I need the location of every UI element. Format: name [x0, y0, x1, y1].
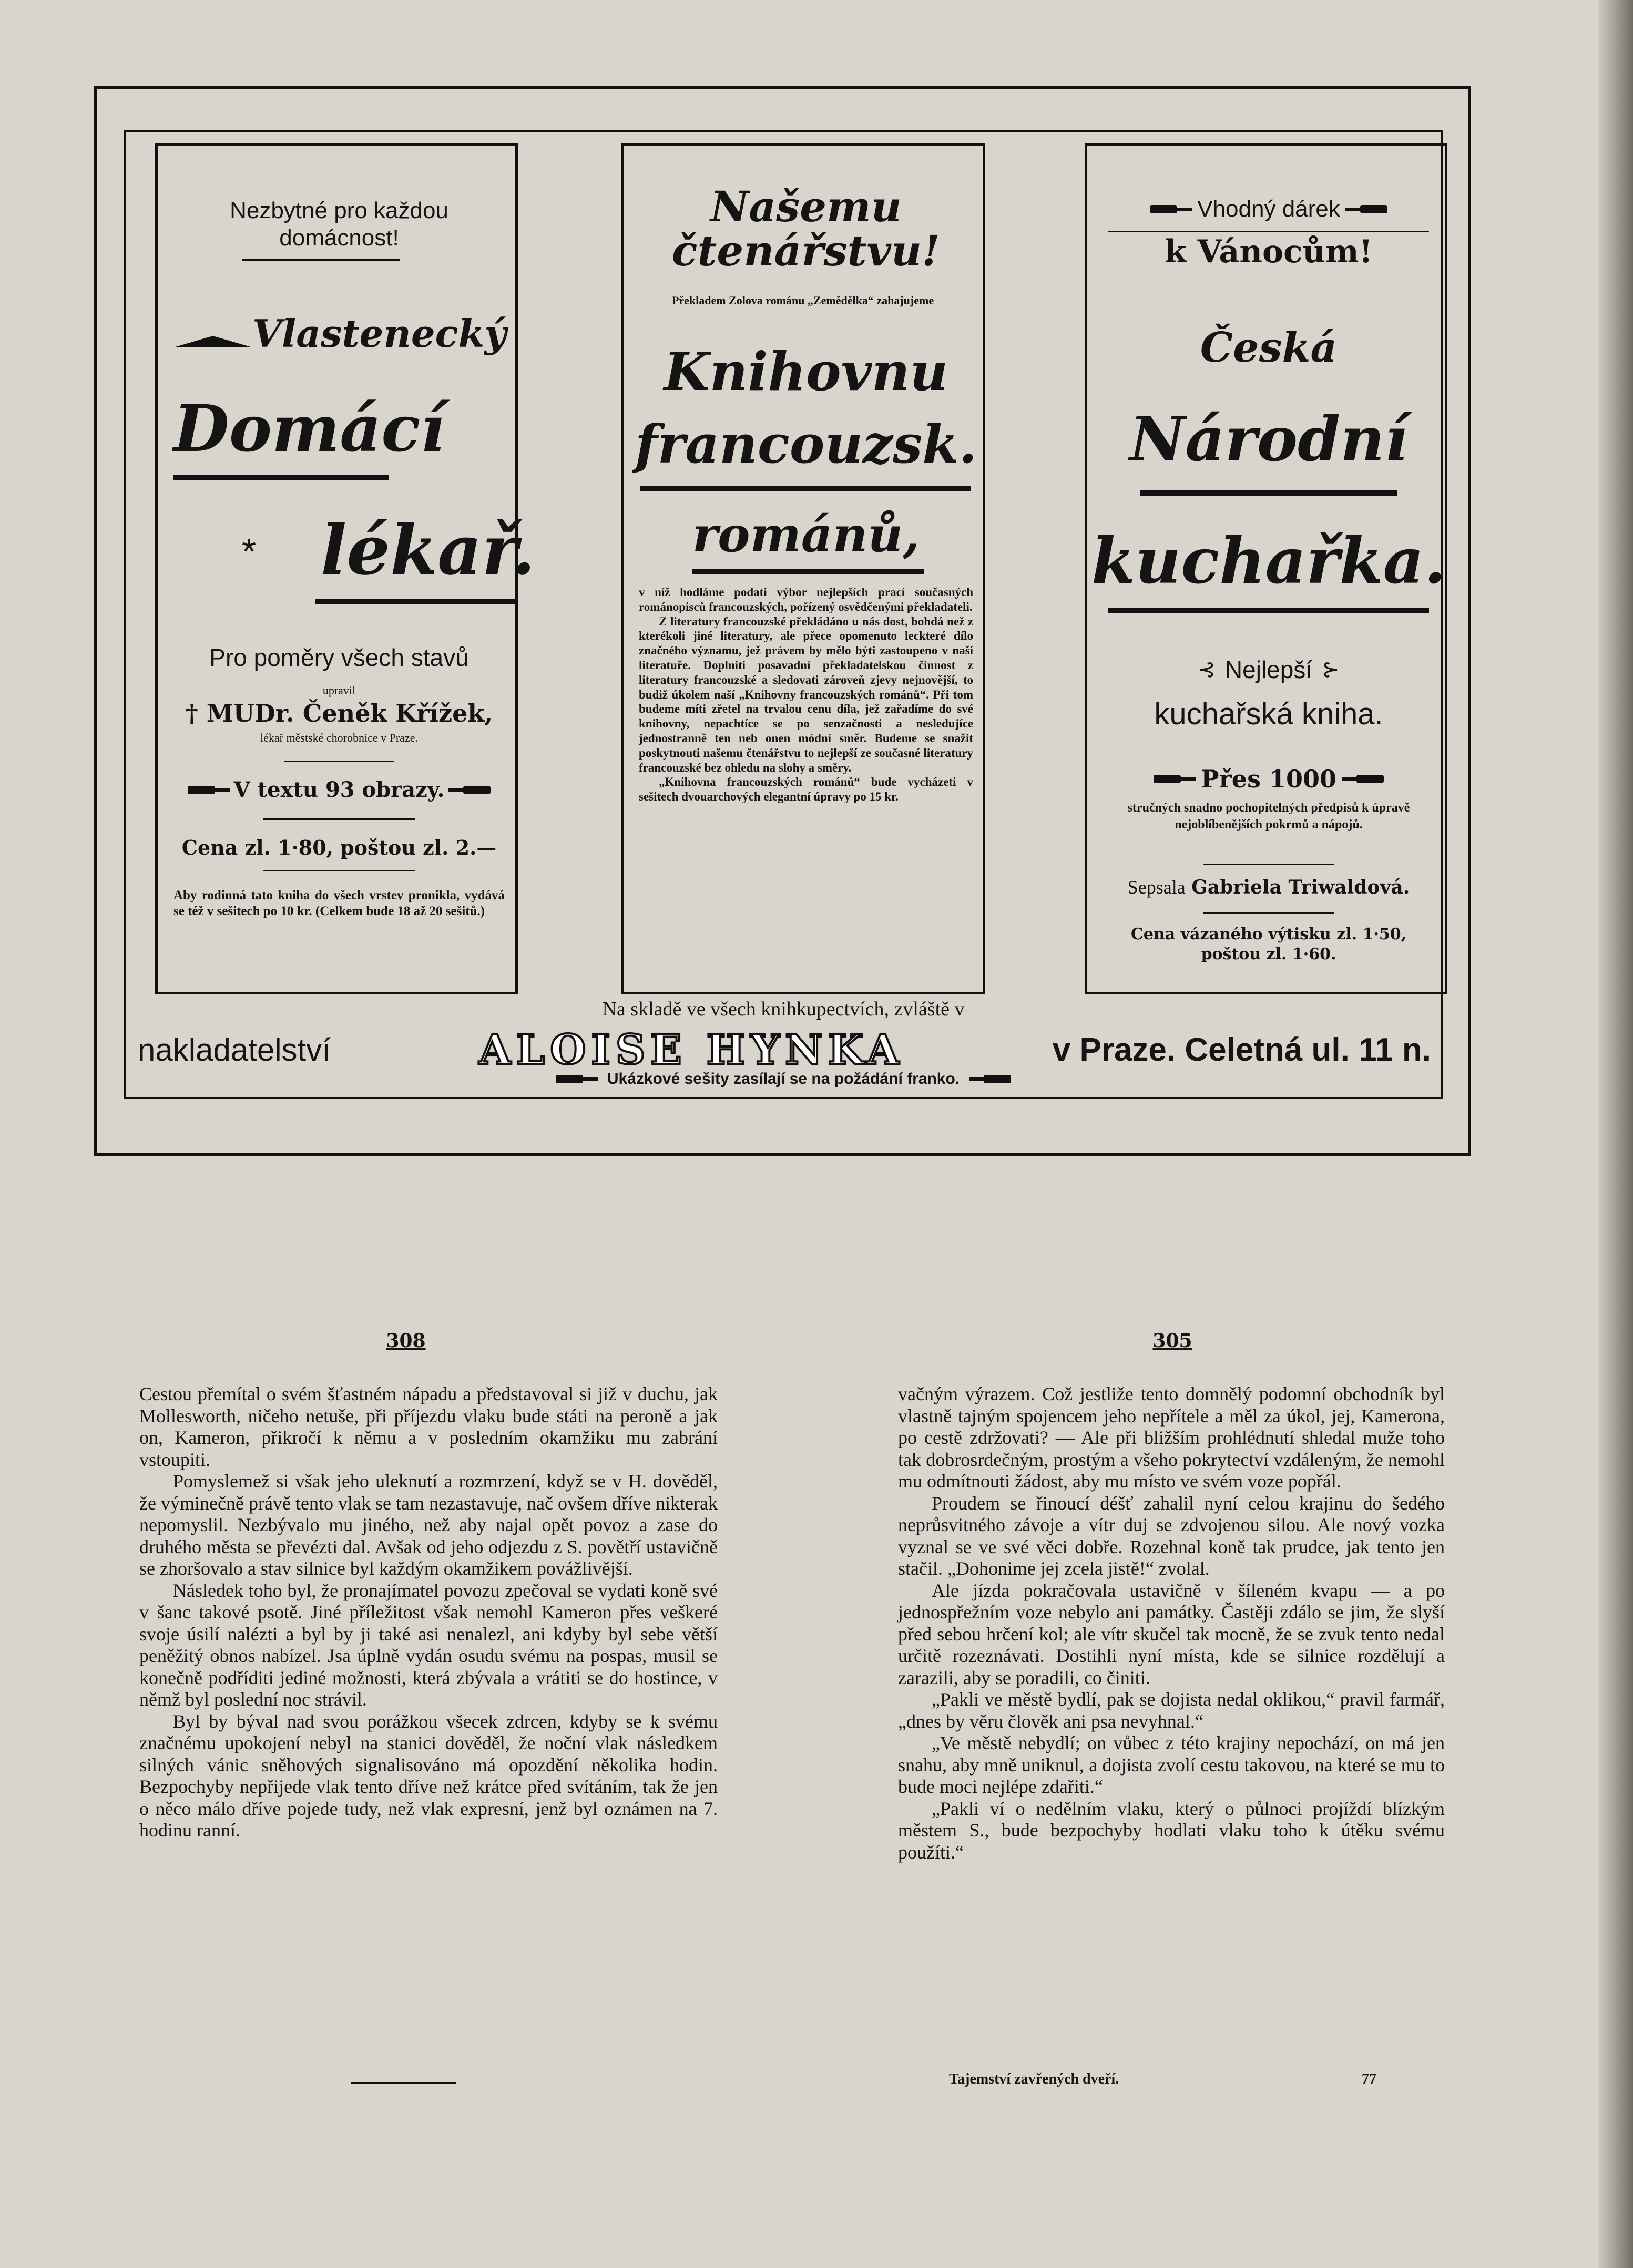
romanu-title: románů,: [692, 506, 920, 563]
divider: [173, 475, 389, 480]
sepsala-name: Gabriela Triwaldová.: [1191, 876, 1410, 898]
knihovna-paragraph: „Knihovna francouzských románů“ bude vycházeti v sešitech dvouarchových elegantní úpravy po 15 kr.: [639, 775, 973, 804]
nejlepsi-text: Nejlepší: [1224, 656, 1313, 683]
right-page-number: 305: [1152, 1330, 1192, 1352]
narodni-title: Národní: [1129, 404, 1408, 475]
pointing-hand-icon: [556, 1073, 598, 1085]
pointing-hand-icon: [969, 1073, 1011, 1085]
pointing-hand-icon: [1154, 773, 1196, 785]
divider: [692, 569, 924, 574]
sepsala-label: Sepsala: [1127, 877, 1186, 898]
vlastenecky-title: Vlastenecký: [252, 311, 507, 356]
divider: [640, 486, 971, 491]
divider: [1203, 912, 1334, 914]
pointing-hand-icon: [1150, 203, 1192, 215]
asterisk: *: [242, 531, 257, 572]
pointing-hand-icon: [1345, 203, 1387, 215]
paragraph: Následek toho byl, že pronajímatel povozu zpečoval se vydati koně své v šanc takové psotě. Jiné příležitost však nemohl Kameron přes veškeré svoje úsilí nalézti a byl by ji také asi nenalezl, ani kdyby byl sebe větší peněžitý obnos nabízel. Jsa úplně vydán osudu svému na pospas, musil se konečně podříditi jediné možnosti, která zbývala a vrátiti se do hostince, v němž byl poslední noc strávil.: [139, 1579, 718, 1710]
ad-column-knihovna: [621, 143, 985, 994]
paragraph: Ale jízda pokračovala ustavičně v šíleném kvapu — a po jednospřežním voze nebylo ani památky. Častěji zdálo se jim, že slyší před sebou hrčení kol; ale vítr skučel tak mocně, že se zvuk tento nedal určitě rozeznávati. Dostihli nyní místa, kde se silnice rozdělují a zarazili, aby se poradili, co činiti.: [898, 1579, 1445, 1688]
end-rule: [351, 2082, 456, 2084]
pres-row: [1098, 765, 1440, 793]
paragraph: „Pakli ve městě bydlí, pak se dojista nedal oklikou,“ pravil farmář, „dnes by věru člověk ani psa nevyhnal.“: [898, 1689, 1445, 1732]
kucharska-kniha: kuchařská kniha.: [1154, 697, 1383, 731]
intro-text: Překladem Zolova románu „Zemědělka“ zahajujeme: [671, 294, 934, 307]
pres-text: Přes 1000: [1200, 765, 1337, 793]
nejlepsi-row: [1098, 655, 1440, 684]
franko-text: Ukázkové sešity zasílají se na požádání franko.: [607, 1070, 960, 1087]
knihovna-paragraph: Z literatury francouzské překládáno u nás dost, bohdá než z kterékoli jiné literatury, ale přece opomenuto leckteré dílo značného významu, jež právem by mělo býti zastoupeno v naší literatuře. Doplniti posavadní překladatelskou činnost z literatury francouzské a sledovati zároveň zjevy nejnovější, to budiž úkolem naší „Knihovny francouzských románů“. Při tom budeme míti zřetel na trvalou cenu díla, jež zařadíme do své knihovny, nepachtíce se po senzačnosti a nesledujíce jednostranně ten neb onen módní směr. Budeme se snažit poskytnouti našemu čtenářstvu to nejlepší ze současné literatury francouzské bez ohledu na slohy a směry.: [639, 614, 973, 774]
publisher-line: [138, 1026, 1431, 1074]
divider: [1108, 231, 1429, 232]
pointing-hand-icon: [1342, 773, 1384, 785]
sepsala-line: [1098, 876, 1440, 898]
divider: [242, 259, 400, 261]
author-name: † MUDr. Čeněk Křížek,: [185, 699, 493, 727]
knihovnu-title: Knihovnu: [664, 341, 948, 403]
obrazy-text: V textu 93 obrazy.: [233, 777, 445, 802]
predpisu-text: stručných snadno pochopitelných předpisů k úpravě nejoblíbenějších pokrmů a nápojů.: [1127, 801, 1410, 832]
paragraph: vačným výrazem. Což jestliže tento domnělý podomní obchodník byl vlastně tajným spojencem jeho nepřítele a měl za úkol, jej, Kamerona, po cestě zdržovati? — Ale při bližším prohlédnutí shledal muže toho tak dobrosrdečným, prostým a všeho pokrytectví vzdáleným, že nemohl mu odmítnouti žádost, aby mu místo ve svém voze popřál.: [898, 1383, 1445, 1492]
nasemu-title: Našemu: [710, 182, 902, 231]
publisher-name: ALOISE HYNKA: [479, 1026, 904, 1074]
nakladatelstvi-label: nakladatelství: [138, 1032, 331, 1068]
footer-page-number: 77: [1362, 2071, 1376, 2087]
scan-edge: [1598, 0, 1633, 2268]
price-line: Cena zl. 1·80, poštou zl. 2.—: [181, 836, 497, 859]
obrazy-row: [168, 777, 510, 802]
ctenarstvu-title: čtenářstvu!: [671, 226, 941, 275]
pointing-hand-icon: [448, 784, 491, 796]
pomery-line: Pro poměry všech stavů: [209, 644, 469, 671]
left-page-number: 308: [386, 1330, 426, 1352]
publisher-address: v Praze. Celetná ul. 11 n.: [1052, 1032, 1431, 1068]
paragraph: „Pakli ví o nedělním vlaku, který o půlnoci projíždí blízkým městem S., bude bezpochyby hodlati vlaku toho k útěku svému použíti.“: [898, 1798, 1445, 1863]
pointing-hand-icon: [188, 784, 230, 796]
na-sklade-line: Na skladě ve všech knihkupectvích, zvláště v: [602, 998, 965, 1020]
flourish-icon: ⊱: [1322, 658, 1340, 681]
divider: [315, 599, 515, 604]
upravil-label: upravil: [322, 684, 356, 697]
pointer-triangle: [173, 336, 252, 347]
divider: [263, 870, 415, 871]
knihovna-text: [639, 585, 973, 804]
divider: [263, 818, 415, 820]
divider: [1203, 864, 1334, 865]
author-role: lékař městské chorobnice v Praze.: [260, 731, 418, 744]
knihovna-paragraph: v níž hodláme podati výbor nejlepších prací současných románopisců francouzských, pořízený osvědčenými překladateli.: [639, 586, 973, 613]
divider: [284, 761, 394, 762]
francouzsk-title: francouzsk.: [635, 413, 977, 475]
sesity-note: Aby rodinná tato kniha do všech vrstev pronikla, vydává se též v sešitech po 10 kr. (Celkem bude 18 až 20 sešitů.): [173, 888, 505, 918]
ceska-title: Česká: [1200, 324, 1338, 372]
footer-title: Tajemství zavřených dveří.: [949, 2071, 1119, 2087]
lekar-title: lékař.: [321, 510, 536, 590]
ad-column-domaci-lekar: [155, 143, 536, 994]
left-page-text: [139, 1383, 718, 1842]
paragraph: Byl by býval nad svou porážkou všecek zdrcen, kdyby se k svému značnému upokojení nebyl na stanici dověděl, že noční vlak následkem silných vánic sněhových signalisováno má opozdění několika hodin. Bezpochyby nepřijede vlak tento dříve než krátce před svítáním, tak že jen o něco málo dříve pojede tudy, než vlak expresní, jenž byl oznámen na 7. hodinu ranní.: [139, 1710, 718, 1841]
right-page-text: [898, 1383, 1445, 1863]
darek-row: [1098, 196, 1440, 222]
ad-column-kucharka: [1085, 143, 1447, 994]
vanocum-text: k Vánocům!: [1164, 233, 1373, 270]
divider: [1108, 608, 1429, 613]
necessary-headline: Nezbytné pro každou domácnost!: [230, 198, 448, 251]
paragraph: Proudem se řinoucí déšť zahalil nyní celou krajinu do šedého neprůsvitného závoje a vítr duj se zdvojenou silou. Ale nový vozka vyznal se ve své věci dobře. Rozehnal koně tak prudce, jak tento jen stačil. „Dohonime jej zcela jistě!“ zvolal.: [898, 1492, 1445, 1579]
divider: [1140, 490, 1397, 496]
paragraph: Cestou přemítal o svém šťastném nápadu a představoval si již v duchu, jak Mollesworth, ničeho netuše, při příjezdu vlaku bude státi na peroně a jak on, Kameron, přikročí k němu a v posledním okamžiku mu zabrání vstoupiti.: [139, 1383, 718, 1470]
flourish-icon: ⊰: [1198, 658, 1216, 681]
domaci-title: Domácí: [173, 391, 445, 466]
kucharka-title: kuchařka.: [1091, 524, 1446, 598]
paragraph: Pomyslemež si však jeho uleknutí a rozmrzení, když se v H. dověděl, že výminečně právě tento vlak se tam nezastavuje, nač ovšem dříve nikterak nepomyslil. Nezbývalo mu jiného, než aby najal opět povoz a zase do druhého města se převézti dal. Avšak od jeho odjezdu z S. povětří ustavičně se zhoršovalo a stav silnice byl každým okamžikem povážlivější.: [139, 1471, 718, 1579]
darek-text: Vhodný dárek: [1197, 196, 1340, 222]
cena-vazaneho: Cena vázaného výtisku zl. 1·50, poštou zl. 1·60.: [1130, 925, 1407, 963]
franko-line: [124, 1070, 1443, 1088]
paragraph: „Ve městě nebydlí; on vůbec z této krajiny nepochází, on má jen snahu, aby mně uniknul, a dojista zvolí cestu takovou, na které se mu to bude moci nejlépe zdařiti.“: [898, 1732, 1445, 1797]
